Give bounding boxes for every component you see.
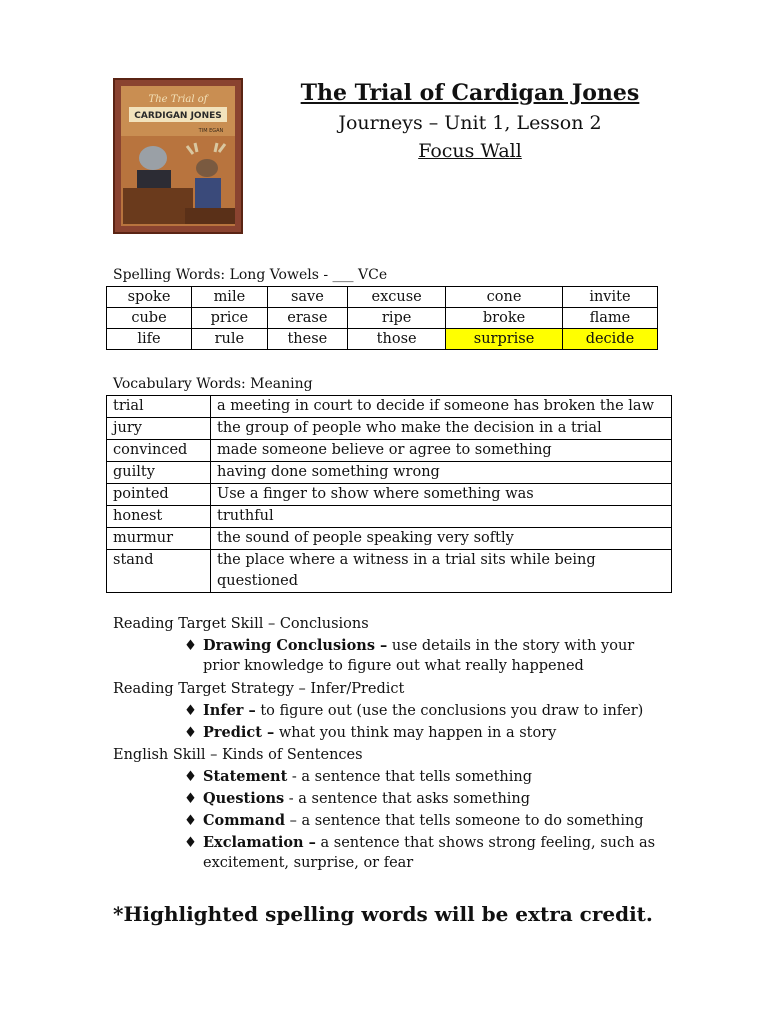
diamond-bullet-icon: ♦ [184,638,197,654]
spelling-cell: broke [446,308,563,329]
spelling-cell: erase [267,308,347,329]
diamond-bullet-icon: ♦ [184,703,197,719]
book-cover-image [113,78,243,234]
vocab-word: pointed [107,484,211,506]
list-item [184,789,674,809]
table-row [107,287,658,308]
spelling-table [106,286,658,350]
vocab-meaning: Use a finger to show where something was [211,484,672,506]
definition: to figure out (use the conclusions you draw to infer) [255,703,644,719]
page-subtitle: Journeys – Unit 1, Lesson 2 [338,112,602,134]
vocab-meaning: the sound of people speaking very softly [211,528,672,550]
definition: use details in the story with your prior knowledge to figure out what really happened [203,638,635,674]
vocab-word: stand [107,550,211,593]
term: Drawing Conclusions – [203,637,388,654]
vocab-meaning: having done something wrong [211,462,672,484]
list-item [184,811,674,831]
cover-author: TIM EGAN [198,128,224,134]
spelling-cell: mile [192,287,268,308]
extra-credit-note: *Highlighted spelling words will be extra credit. [113,902,653,926]
spelling-cell: save [267,287,347,308]
spelling-cell: those [348,329,446,350]
definition: - a sentence that asks something [284,791,531,807]
diamond-bullet-icon: ♦ [184,725,197,741]
spelling-cell-highlighted: surprise [446,329,563,350]
table-row [107,506,672,528]
spelling-cell: excuse [348,287,446,308]
term: Questions [203,790,285,807]
english-skill-heading: English Skill – Kinds of Sentences [113,747,363,763]
list-item [184,767,674,787]
spelling-cell: spoke [107,287,192,308]
vocab-meaning: the place where a witness in a trial sits while being questioned [211,550,672,593]
book-cover-illustration [115,80,241,232]
vocab-word: jury [107,418,211,440]
vocab-meaning: the group of people who make the decision in a trial [211,418,672,440]
focus-wall-heading: Focus Wall [418,140,522,162]
spelling-cell: price [192,308,268,329]
list-item [184,833,674,873]
spelling-cell: cone [446,287,563,308]
table-row [107,440,672,462]
spelling-cell: life [107,329,192,350]
spelling-cell: invite [562,287,657,308]
list-item [184,723,674,743]
cover-title-line1: The Trial of [148,94,208,105]
table-row [107,528,672,550]
spelling-cell: cube [107,308,192,329]
definition: what you think may happen in a story [274,725,557,741]
term: Infer – [203,702,256,719]
target-skill-heading: Reading Target Skill – Conclusions [113,616,369,632]
spelling-cell: rule [192,329,268,350]
list-item [184,636,674,676]
definition: – a sentence that tells someone to do something [284,813,644,829]
target-strategy-heading: Reading Target Strategy – Infer/Predict [113,681,405,697]
term: Statement [203,768,288,785]
diamond-bullet-icon: ♦ [184,813,197,829]
vocabulary-table [106,395,672,593]
term: Exclamation – [203,834,316,851]
definition: - a sentence that tells something [287,769,532,785]
spelling-label: Spelling Words: Long Vowels - ___ VCe [113,267,388,283]
table-row [107,550,672,593]
table-row [107,484,672,506]
table-row [107,396,672,418]
vocab-word: trial [107,396,211,418]
vocab-meaning: truthful [211,506,672,528]
spelling-cell: flame [562,308,657,329]
vocab-word: murmur [107,528,211,550]
definition: a sentence that shows strong feeling, such as excitement, surprise, or fear [203,835,656,871]
spelling-cell: these [267,329,347,350]
cover-title-line2: CARDIGAN JONES [134,111,222,121]
vocab-meaning: a meeting in court to decide if someone has broken the law [211,396,672,418]
table-row [107,418,672,440]
page-title: The Trial of Cardigan Jones [300,80,640,106]
vocab-word: convinced [107,440,211,462]
table-row [107,329,658,350]
vocab-word: guilty [107,462,211,484]
diamond-bullet-icon: ♦ [184,835,197,851]
term: Command [203,812,285,829]
vocab-meaning: made someone believe or agree to something [211,440,672,462]
vocabulary-label: Vocabulary Words: Meaning [113,376,313,392]
spelling-cell: ripe [348,308,446,329]
table-row [107,462,672,484]
list-item [184,701,674,721]
diamond-bullet-icon: ♦ [184,769,197,785]
table-row [107,308,658,329]
vocab-word: honest [107,506,211,528]
spelling-cell-highlighted: decide [562,329,657,350]
diamond-bullet-icon: ♦ [184,791,197,807]
term: Predict – [203,724,275,741]
